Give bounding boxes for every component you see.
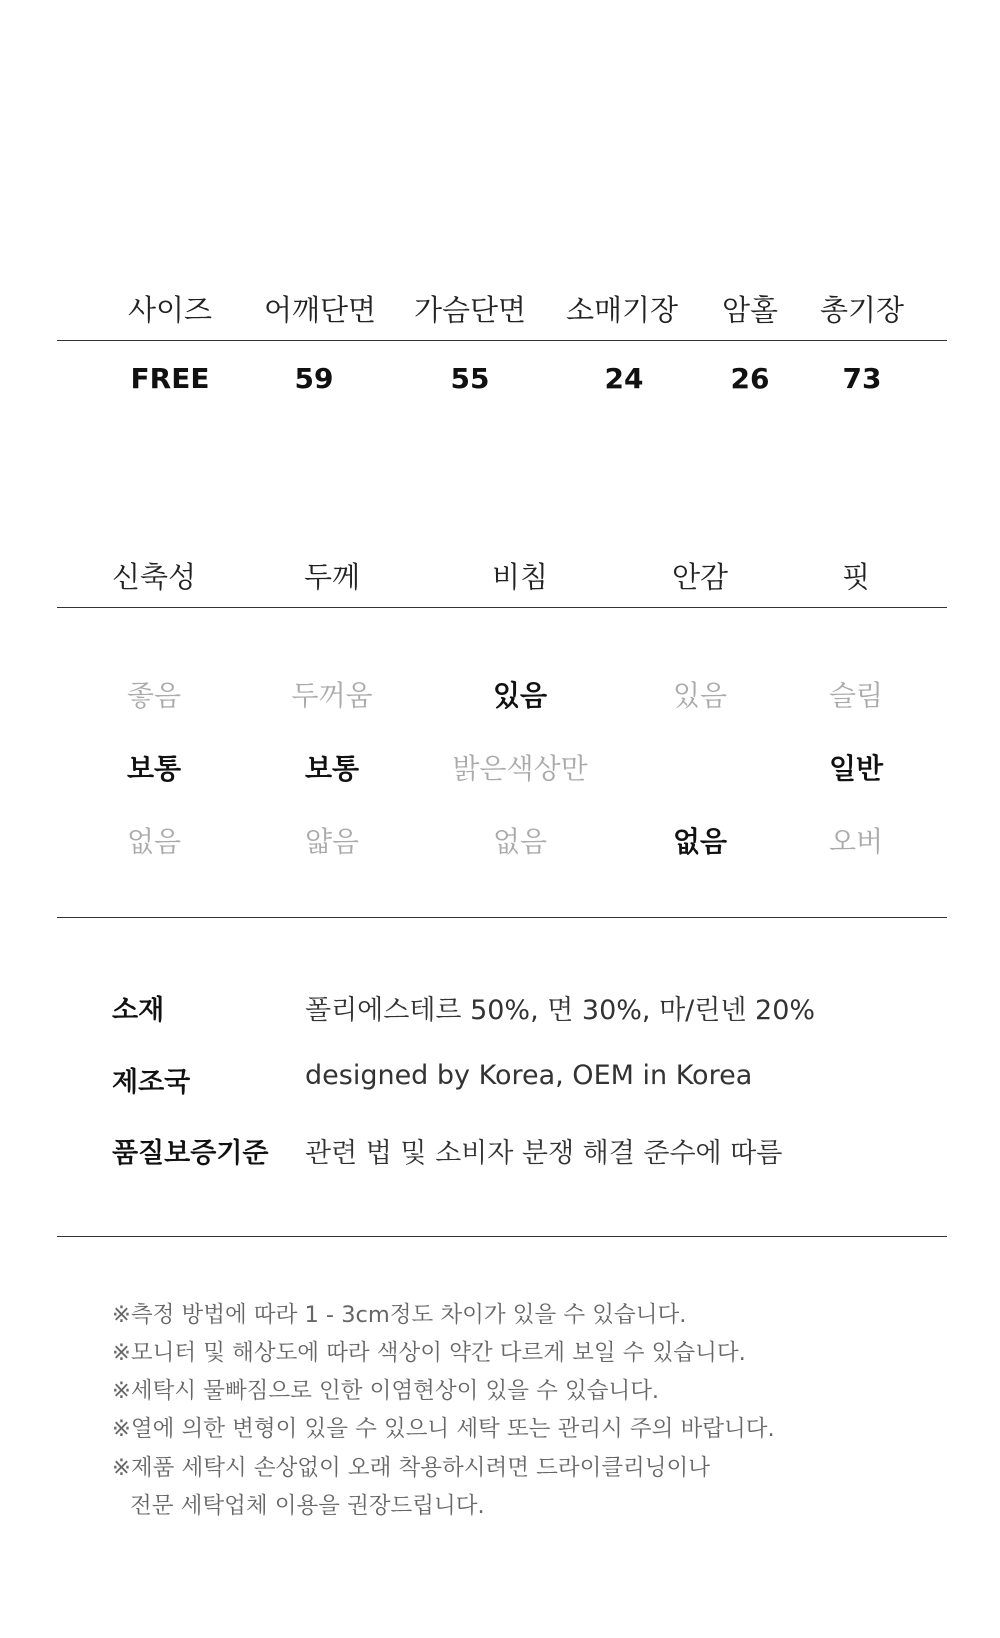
material-label: 소재 [112,995,165,1026]
size-table-divider [57,340,947,341]
note-line: ※모니터 및 해상도에 따라 색상이 약간 다르게 보일 수 있습니다. [112,1340,746,1366]
note-line: ※제품 세탁시 손상없이 오래 착용하시려면 드라이클리닝이나 [112,1455,710,1481]
warranty-value: 관련 법 및 소비자 분쟁 해결 준수에 따름 [305,1138,783,1169]
feature-option-stretch: 좋음 [126,679,182,712]
feature-option-fit: 오버 [828,825,884,858]
size-header-chest: 가슴단면 [413,293,527,327]
size-value-chest: 55 [450,362,490,395]
size-header-armhole: 암홀 [721,293,779,327]
size-header-size: 사이즈 [127,293,213,327]
feature-table-divider [57,607,947,608]
feature-option-thickness-selected: 보통 [304,752,360,785]
feature-table-bottom-divider [57,917,947,918]
feature-header-stretch: 신축성 [111,560,197,594]
feature-header-sheerness: 비침 [491,560,549,594]
feature-option-sheerness-selected: 있음 [492,679,548,712]
note-line: ※측정 방법에 따라 1 - 3cm정도 차이가 있을 수 있습니다. [112,1302,687,1328]
note-line: ※세탁시 물빠짐으로 인한 이염현상이 있을 수 있습니다. [112,1378,660,1404]
feature-option-stretch: 없음 [126,825,182,858]
feature-option-thickness: 얇음 [304,825,360,858]
info-bottom-divider [57,1236,947,1237]
size-header-length: 총기장 [819,293,905,327]
material-value: 폴리에스테르 50%, 면 30%, 마/린넨 20% [305,995,816,1026]
warranty-label: 품질보증기준 [112,1138,269,1169]
note-line: ※열에 의한 변형이 있을 수 있으니 세탁 또는 관리시 주의 바랍니다. [112,1416,775,1442]
size-value-shoulder: 59 [294,362,334,395]
size-value-sleeve: 24 [604,362,644,395]
feature-header-lining: 안감 [671,560,729,594]
feature-option-lining-selected: 없음 [672,825,728,858]
size-header-sleeve: 소매기장 [565,293,679,327]
feature-header-fit: 핏 [841,560,871,594]
feature-option-fit: 슬림 [828,679,884,712]
origin-value: designed by Korea, OEM in Korea [305,1060,753,1091]
size-value-length: 73 [842,362,882,395]
feature-option-sheerness: 없음 [492,825,548,858]
size-value-size: FREE [130,362,210,395]
feature-option-stretch-selected: 보통 [126,752,182,785]
feature-option-thickness: 두꺼움 [291,679,373,712]
origin-label: 제조국 [112,1067,191,1098]
feature-option-lining: 있음 [672,679,728,712]
feature-option-fit-selected: 일반 [828,752,884,785]
feature-header-thickness: 두께 [303,560,361,594]
feature-option-sheerness: 밝은색상만 [452,752,588,785]
size-header-shoulder: 어깨단면 [263,293,377,327]
size-value-armhole: 26 [730,362,770,395]
note-line: 전문 세탁업체 이용을 권장드립니다. [130,1493,485,1519]
